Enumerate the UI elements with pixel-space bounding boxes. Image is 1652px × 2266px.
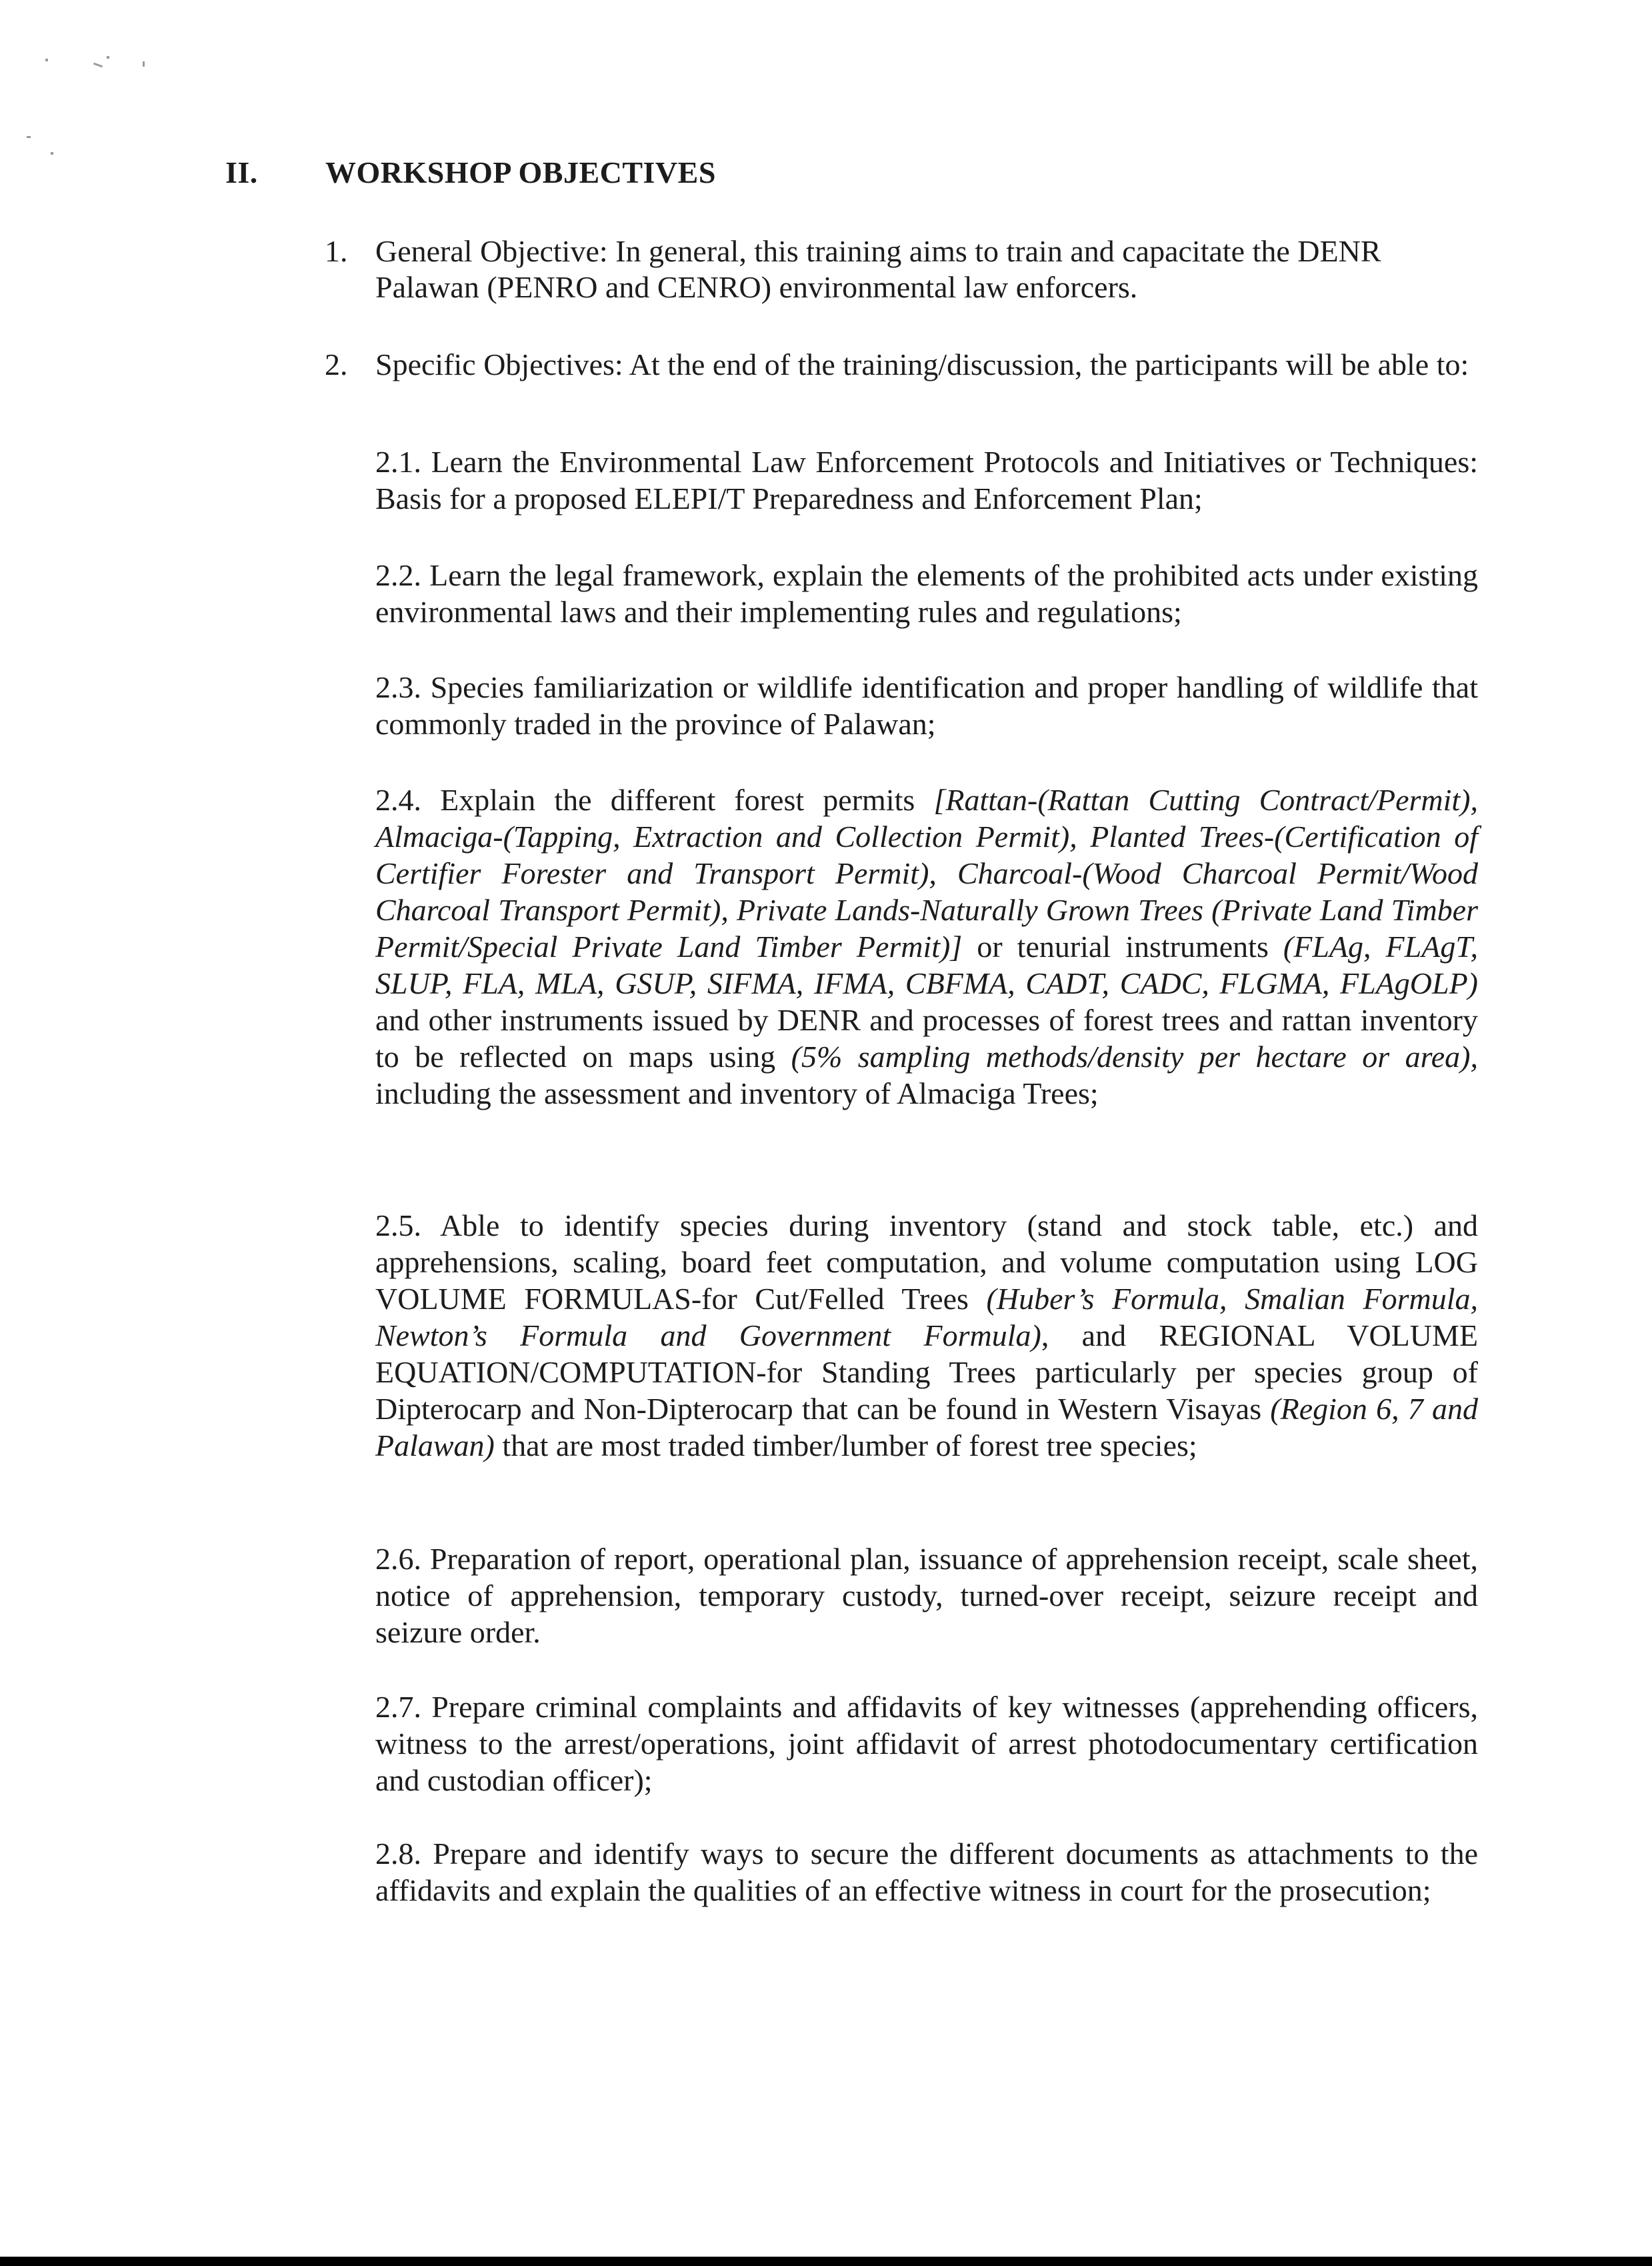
list-item-specific-objectives	[325, 347, 1478, 383]
objective-2-4-sampling: (5% sampling methods/density per hectare or area),	[791, 1040, 1478, 1074]
objective-2-2: 2.2. Learn the legal framework, explain the elements of the prohibited acts under existing environmental laws and their implementing rules and regulations;	[375, 558, 1478, 629]
section-numeral: II.	[225, 155, 258, 189]
objective-2-5-formulas: (Huber’s Formula, Smalian Formula, Newton’s Formula and Government Formula)	[375, 1282, 1478, 1352]
list-item-text: General Objective: In general, this training aims to train and capacitate the DENR Palawan (PENRO and CENRO) environmental law enforcers.	[375, 234, 1381, 304]
scan-speck	[107, 56, 109, 59]
objective-2-5-text: 2.5. Able to identify species during inventory (stand and stock table, etc.) and apprehensions, scaling, board feet computation, and volume computation using LOG VOLUME FORMULAS-for Cut/Felled Trees	[375, 1208, 1478, 1316]
list-item-number: 2.	[325, 347, 348, 381]
list-item-number: 1.	[325, 234, 348, 268]
objective-2-4-instruments: (FLAg, FLAgT, SLUP, FLA, MLA, GSUP, SIFMA, IFMA, CBFMA, CADT, CADC, FLGMA, FLAgOLP)	[375, 930, 1478, 1000]
objective-2-5-regions: (Region 6, 7 and Palawan)	[375, 1392, 1478, 1462]
objective-2-4-permits: [Rattan-(Rattan Cutting Contract/Permit), Almaciga-(Tapping, Extraction and Collection Permit), Planted Trees-(Certification of Certifier Forester and Transport Permit), Charcoal-(Wood Charcoal Permit/Wood Charcoal Transport Permit), Private Lands-Naturally Grown Trees (Private Land Timber Permit/Special Private Land Timber Permit)]	[375, 783, 1478, 964]
objective-2-1: 2.1. Learn the Environmental Law Enforcement Protocols and Initiatives or Techniques: Basis for a proposed ELEPI/T Preparedness and Enforcement Plan;	[375, 445, 1478, 515]
list-item-general-objective	[325, 233, 1478, 305]
scan-speck	[93, 63, 103, 68]
scan-speck	[27, 136, 31, 138]
objective-2-7: 2.7. Prepare criminal complaints and affidavits of key witnesses (apprehending officers, witness to the arrest/operations, joint affidavit of arrest photodocumentary certification and custodian officer);	[375, 1690, 1478, 1797]
scan-bottom-edge	[0, 2257, 1652, 2266]
section-title: WORKSHOP OBJECTIVES	[325, 155, 716, 189]
objective-2-4-text: 2.4. Explain the different forest permits	[375, 783, 934, 817]
objective-2-8: 2.8. Prepare and identify ways to secure the different documents as attachments to the affidavits and explain the qualities of an effective witness in court for the prosecution;	[375, 1837, 1478, 1907]
objective-2-5	[375, 1207, 1478, 1464]
objective-2-4-text: or tenurial instruments	[962, 930, 1283, 964]
objective-2-4-text: and other instruments issued by DENR and processes of forest trees and rattan inventory to be reflected on maps using	[375, 1003, 1478, 1074]
scan-speck	[51, 152, 53, 155]
scan-speck	[143, 61, 145, 67]
scan-speck	[45, 59, 48, 61]
section-heading	[225, 155, 716, 190]
objective-2-4	[375, 782, 1478, 1112]
objective-2-3: 2.3. Species familiarization or wildlife identification and proper handling of wildlife that commonly traded in the province of Palawan;	[375, 670, 1478, 741]
list-item-text: Specific Objectives: At the end of the training/discussion, the participants will be able to:	[375, 347, 1469, 381]
objective-2-5-text: , and REGIONAL VOLUME EQUATION/COMPUTATION-for Standing Trees particularly per species group of Dipterocarp and Non-Dipterocarp that can be found in Western Visayas	[375, 1318, 1478, 1426]
objective-2-5-text: that are most traded timber/lumber of forest tree species;	[494, 1428, 1197, 1462]
objective-2-6: 2.6. Preparation of report, operational plan, issuance of apprehension receipt, scale sheet, notice of apprehension, temporary custody, turned-over receipt, seizure receipt and seizure order.	[375, 1542, 1478, 1649]
objective-2-4-text: including the assessment and inventory of Almaciga Trees;	[375, 1076, 1099, 1110]
